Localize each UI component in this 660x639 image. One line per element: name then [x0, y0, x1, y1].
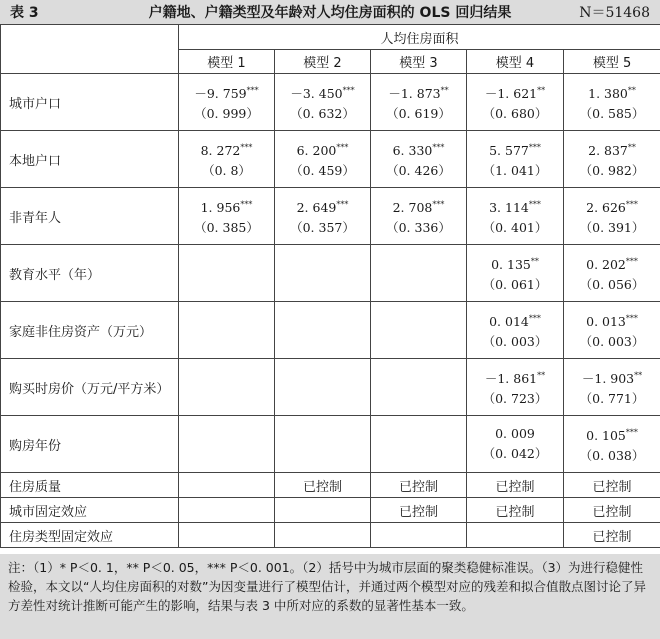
row-label: 教育水平（年）	[1, 245, 179, 302]
table-row	[1, 359, 660, 416]
coef-cell	[467, 245, 564, 302]
coef-value: 0. 202	[586, 256, 626, 272]
significance-stars: ***	[528, 142, 541, 152]
control-cell: 已控制	[467, 498, 564, 523]
significance-stars: ***	[528, 199, 541, 209]
coefficient	[179, 138, 274, 161]
significance-stars: ***	[336, 199, 349, 209]
coef-cell	[275, 74, 371, 131]
significance-stars: ***	[625, 256, 638, 266]
coefficient	[179, 195, 274, 218]
model-header: 模型 4	[467, 50, 564, 74]
standard-error: （0. 056）	[579, 276, 645, 292]
coef-value: －1. 873	[388, 85, 441, 101]
control-cell	[275, 498, 371, 523]
coefficient	[564, 309, 660, 332]
coef-cell	[275, 302, 371, 359]
coef-cell	[564, 245, 660, 302]
coef-cell	[467, 74, 564, 131]
control-cell	[179, 473, 275, 498]
table-row	[1, 302, 660, 359]
row-label: 购买时房价（万元/平方米）	[1, 359, 179, 416]
model-header: 模型 5	[564, 50, 660, 74]
standard-error: （0. 336）	[386, 219, 451, 235]
coef-cell	[275, 245, 371, 302]
row-label: 住房类型固定效应	[1, 523, 179, 548]
coefficient	[564, 423, 660, 446]
coef-cell	[564, 416, 660, 473]
coef-value: 2. 708	[392, 199, 433, 215]
coefficient	[371, 138, 466, 161]
coef-cell	[564, 359, 660, 416]
significance-stars: ***	[342, 85, 355, 95]
significance-stars: ***	[432, 142, 445, 152]
standard-error: （0. 061）	[482, 276, 548, 292]
significance-stars: ***	[246, 85, 259, 95]
significance-stars: ***	[432, 199, 445, 209]
coefficient	[371, 195, 466, 218]
coef-cell	[275, 416, 371, 473]
control-cell: 已控制	[564, 498, 660, 523]
coef-cell	[371, 74, 467, 131]
significance-stars: ***	[336, 142, 349, 152]
control-cell	[371, 523, 467, 548]
coefficient	[371, 81, 466, 104]
control-cell: 已控制	[564, 473, 660, 498]
significance-stars: ***	[625, 199, 638, 209]
coef-cell	[179, 245, 275, 302]
table-label: 表 3	[10, 5, 39, 21]
coef-value: －1. 903	[581, 370, 635, 386]
control-row	[1, 473, 660, 498]
coef-cell	[371, 302, 467, 359]
standard-error: （0. 632）	[290, 105, 355, 121]
standard-error: （0. 426）	[386, 162, 451, 178]
coefficient	[467, 366, 563, 389]
coef-value: 0. 013	[586, 313, 626, 329]
control-cell: 已控制	[564, 523, 660, 548]
standard-error: （0. 8）	[202, 162, 251, 178]
coef-cell	[179, 188, 275, 245]
coef-cell	[371, 188, 467, 245]
coef-value: 2. 837	[588, 142, 628, 158]
coef-value: 0. 135	[491, 256, 531, 272]
coefficient	[564, 138, 660, 161]
coefficient	[467, 81, 563, 104]
standard-error: （0. 680）	[482, 105, 548, 121]
coef-cell	[564, 302, 660, 359]
coef-value: －1. 621	[484, 85, 538, 101]
significance-stars: ***	[240, 199, 253, 209]
standard-error: （0. 003）	[482, 333, 548, 349]
coefficient	[467, 309, 563, 332]
coef-value: 0. 105	[586, 427, 626, 443]
standard-error: （0. 385）	[194, 219, 259, 235]
significance-stars: **	[627, 142, 636, 152]
coef-cell	[467, 359, 564, 416]
coef-cell	[275, 131, 371, 188]
model-header: 模型 2	[275, 50, 371, 74]
table-row	[1, 416, 660, 473]
table-row	[1, 245, 660, 302]
coefficient	[467, 252, 563, 275]
control-row	[1, 523, 660, 548]
coef-value: 3. 114	[489, 199, 529, 215]
significance-stars: ***	[240, 142, 253, 152]
coef-value: 2. 649	[296, 199, 337, 215]
standard-error: （0. 459）	[290, 162, 355, 178]
significance-stars: **	[627, 85, 636, 95]
coefficient	[564, 195, 660, 218]
coef-cell	[275, 359, 371, 416]
coef-cell	[371, 416, 467, 473]
control-cell: 已控制	[371, 473, 467, 498]
control-cell	[179, 498, 275, 523]
table-caption	[0, 0, 660, 24]
coef-cell	[371, 245, 467, 302]
coef-cell	[467, 416, 564, 473]
coef-value: 5. 577	[489, 142, 529, 158]
coef-cell	[179, 131, 275, 188]
coef-value: 1. 380	[588, 85, 628, 101]
coef-cell	[467, 302, 564, 359]
coef-cell	[275, 188, 371, 245]
coefficient	[275, 195, 370, 218]
coef-cell	[371, 131, 467, 188]
coefficient	[564, 81, 660, 104]
standard-error: （0. 619）	[386, 105, 451, 121]
dependent-variable-header: 人均住房面积	[179, 25, 660, 50]
model-header: 模型 1	[179, 50, 275, 74]
coefficient	[275, 138, 370, 161]
standard-error: （0. 771）	[579, 390, 645, 406]
control-cell: 已控制	[467, 473, 564, 498]
coef-cell	[564, 188, 660, 245]
significance-stars: **	[440, 85, 449, 95]
significance-stars: **	[537, 370, 546, 380]
table-row	[1, 74, 660, 131]
row-label: 家庭非住房资产（万元）	[1, 302, 179, 359]
coef-cell	[564, 74, 660, 131]
control-cell: 已控制	[275, 473, 371, 498]
significance-stars: ***	[625, 313, 638, 323]
standard-error: （0. 999）	[194, 105, 259, 121]
coef-value: －3. 450	[290, 85, 343, 101]
coef-value: 0. 014	[489, 313, 529, 329]
standard-error: （0. 982）	[579, 162, 645, 178]
coef-cell	[179, 74, 275, 131]
row-label: 住房质量	[1, 473, 179, 498]
standard-error: （0. 723）	[482, 390, 548, 406]
table-title: 户籍地、户籍类型及年龄对人均住房面积的 OLS 回归结果	[148, 5, 512, 21]
coef-cell	[467, 131, 564, 188]
table-row	[1, 131, 660, 188]
coef-cell	[179, 359, 275, 416]
standard-error: （0. 038）	[579, 447, 645, 463]
coefficient	[467, 138, 563, 161]
control-cell	[275, 523, 371, 548]
control-cell	[467, 523, 564, 548]
coefficient	[564, 252, 660, 275]
coef-value: 8. 272	[200, 142, 241, 158]
header-corner	[1, 25, 179, 74]
coefficient	[467, 195, 563, 218]
coef-value: －9. 759	[194, 85, 247, 101]
row-label: 城市户口	[1, 74, 179, 131]
significance-stars: ***	[625, 427, 638, 437]
coef-value: 6. 330	[392, 142, 433, 158]
standard-error: （0. 042）	[482, 446, 548, 461]
row-label: 城市固定效应	[1, 498, 179, 523]
control-cell: 已控制	[371, 498, 467, 523]
standard-error: （0. 401）	[482, 219, 548, 235]
sample-size: N＝51468	[579, 5, 650, 21]
coef-value: 2. 626	[586, 199, 626, 215]
standard-error: （0. 585）	[579, 105, 645, 121]
control-row	[1, 498, 660, 523]
coef-cell	[179, 416, 275, 473]
notes-text: 注：（1）* P＜0. 1，** P＜0. 05，*** P＜0. 001。（2）括号中为城市层面的聚类稳健标准误。（3）为进行稳健性检验，本文以“人均住房面积的对数”为因变量进行了模型估计，并通过两个模型对应的残差和拟合值散点图讨论了异方差性对统计推断可能产生的影响，结果与表 3 中所对应的系数的显著性基本一致。	[8, 560, 646, 613]
table-row	[1, 188, 660, 245]
row-label: 购房年份	[1, 416, 179, 473]
standard-error: （1. 041）	[482, 162, 548, 178]
coef-cell	[564, 131, 660, 188]
significance-stars: ***	[528, 313, 541, 323]
control-cell	[179, 523, 275, 548]
standard-error: （0. 391）	[579, 219, 645, 235]
coefficient	[467, 424, 563, 444]
coef-value: 0. 009	[495, 426, 535, 441]
coef-cell	[371, 359, 467, 416]
coefficient	[564, 366, 660, 389]
standard-error: （0. 003）	[579, 333, 645, 349]
coef-value: 1. 956	[200, 199, 241, 215]
coef-value: －1. 861	[484, 370, 538, 386]
coef-cell	[467, 188, 564, 245]
row-label: 本地户口	[1, 131, 179, 188]
row-label: 非青年人	[1, 188, 179, 245]
significance-stars: **	[634, 370, 643, 380]
coef-value: 6. 200	[296, 142, 337, 158]
model-header: 模型 3	[371, 50, 467, 74]
significance-stars: **	[530, 256, 539, 266]
table-notes	[0, 554, 660, 639]
standard-error: （0. 357）	[290, 219, 355, 235]
coefficient	[179, 81, 274, 104]
regression-table	[0, 24, 660, 548]
significance-stars: **	[537, 85, 546, 95]
coef-cell	[179, 302, 275, 359]
coefficient	[275, 81, 370, 104]
